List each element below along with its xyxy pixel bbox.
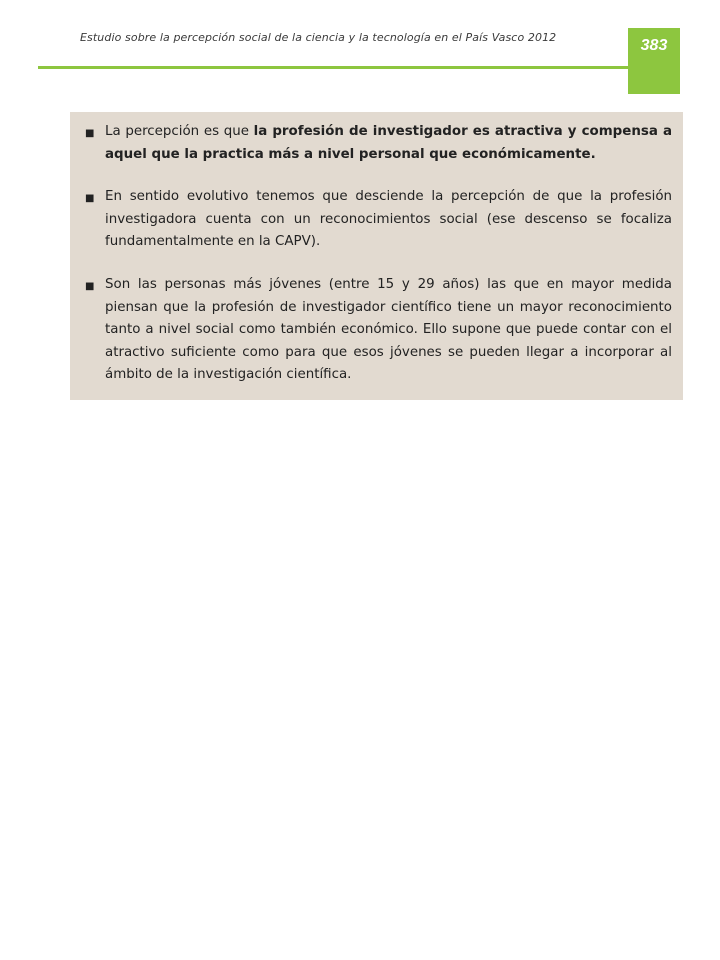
bullet-text-prefix: La percepción es que <box>105 124 254 139</box>
bullet-text <box>105 121 672 166</box>
square-bullet-icon: ■ <box>85 128 95 139</box>
bullet-text-bold: la profesión de investigador es atractiva y compensa a aquel que la practica más a nivel personal que económicamente. <box>105 124 672 162</box>
square-bullet-icon: ■ <box>85 193 95 204</box>
page-number-badge <box>628 28 680 94</box>
running-header-title: Estudio sobre la percepción social de la ciencia y la tecnología en el País Vasco 2012 <box>80 31 557 44</box>
square-bullet-icon: ■ <box>85 281 95 292</box>
header-divider <box>38 66 630 69</box>
bullet-text: Son las personas más jóvenes (entre 15 y 29 años) las que en mayor medida piensan que la profesión de investigador científico tiene un mayor reconocimiento tanto a nivel social como también económico. Ello supone que puede contar con el atractivo suficiente como para que esos jóvenes se pueden llegar a incorporar al ámbito de la investigación científica. <box>105 277 672 382</box>
page-number: 383 <box>640 37 668 54</box>
summary-box <box>70 112 683 400</box>
bullet-text: En sentido evolutivo tenemos que desciende la percepción de que la profesión investigadora cuenta con un reconocimientos social (ese descenso se focaliza fundamentalmente en la CAPV). <box>105 189 672 249</box>
